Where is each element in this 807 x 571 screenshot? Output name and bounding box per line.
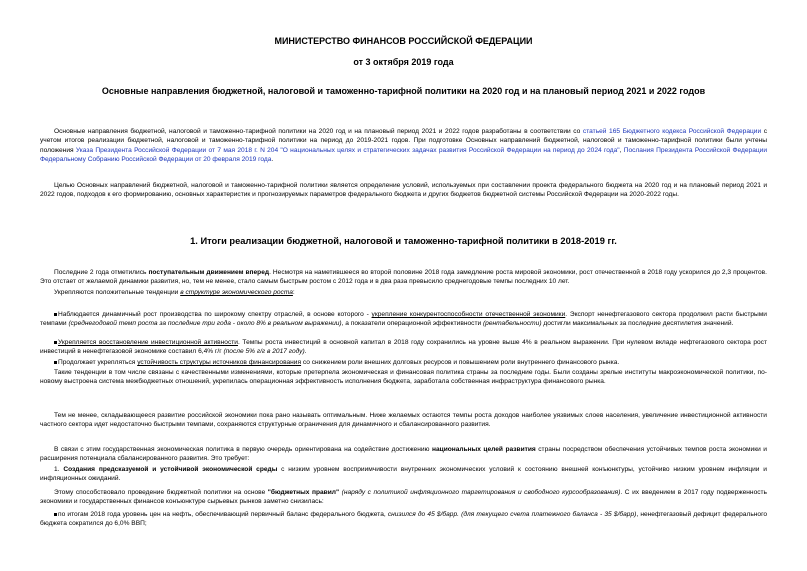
bullet-dot-icon (54, 513, 57, 516)
b2-text-d: . (304, 348, 307, 356)
intro-paragraph (40, 127, 767, 164)
bullet-financing-structure (40, 358, 767, 367)
bullet-dot-icon (54, 313, 57, 316)
b2-text-b: . Темпы роста инвестиций в основной капитал в 2018 году сохранились на уровне выше 4% в реальном выражении. При нулевом вкладе нефтегазового сектора рост инвестиций в ненефтегазовой экономике составил 6,4% г/г (40, 339, 767, 356)
b1-text-c: . Экспорт ненефтегазового сектора продолжил расти быстрыми темпами (40, 311, 767, 328)
bullet-dot-icon (54, 361, 57, 364)
b2-underline: Укрепляется восстановление инвестиционной активности (58, 339, 238, 346)
budget-code-link[interactable]: статьей 165 Бюджетного кодекса Российской Федерации (582, 128, 762, 135)
section-1-heading: 1. Итоги реализации бюджетной, налоговой и таможенно-тарифной политики в 2018-2019 гг. (190, 236, 617, 246)
intro-text-c: , (619, 146, 624, 154)
section1-paragraph-4: Тем не менее, складывающееся развитие российской экономики пока рано называть оптимальным. Ниже желаемых остаются темпы роста доходов наиболее уязвимых слоев населения, увеличение инвестиционной активности частного сектора идет недостаточно быстрыми темпами, сохраняются структурные ограничения для динамичного и сбалансированного развития. (40, 412, 767, 429)
section1-paragraph-1 (40, 268, 767, 287)
document-date: от 3 октября 2019 года (353, 57, 454, 67)
section1-paragraph-6 (40, 465, 767, 484)
p5-text-a: В связи с этим государственная экономическая политика в первую очередь ориентирована на содействие достижению (54, 446, 432, 453)
b1-underline: укрепление конкурентоспособности отечественной экономики (371, 311, 566, 318)
bullet-oil-price-balance (40, 510, 767, 529)
p2-text-a: Укрепляются положительные тенденции (54, 289, 181, 296)
intro-text-b: с учетом итогов реализации бюджетной, налоговой и таможенно-тарифной политики на период до 2019-2021 годов. При подготовке Основных направлений бюджетной, налоговой и таможенно-тарифной политики были учтены положения (40, 128, 767, 154)
p5-text-c: страны посредством обеспечения устойчивых темпов роста экономики и расширения потенциала сбалансированного развития. Это требует: (40, 446, 767, 463)
b2-italic: (после 5% г/г в 2017 году) (223, 348, 305, 356)
p2-emphasis: в структуре экономического роста (180, 289, 293, 296)
bullet-dot-icon (54, 341, 57, 344)
b1-text-g: достигли максимальных за последние десятилетия значений. (541, 320, 734, 328)
p6-text-c: с низким уровнем восприимчивости внутренних экономических условий к состоянию внешней конъюнктуры, устойчиво низким уровнем инфляции и инфляционных ожиданий. (40, 466, 767, 483)
p7-italic: (наряду с политикой инфляционного таргетирования и свободного курсообразования) (339, 489, 621, 496)
section1-paragraph-3: Такие тенденции в том числе связаны с качественными изменениями, которые претерпела экономическая и финансовая политика страны за последние годы. Были созданы зрелые институты макроэкономической политики, по-новому выстроена система межбюджетных отношений, укрепилась операционная эффективность исполнения бюджета, заработала собственная инфраструктура финансового рынка. (40, 369, 767, 386)
section1-paragraph-7 (40, 488, 767, 507)
p5-emphasis: национальных целей развития (431, 446, 536, 453)
b1-text-e: , а показатели операционной эффективности (341, 320, 483, 328)
p7-text-d: . С их введением в 2017 году подверженность экономики и государственных финансов конъюнктуре сырьевых рынков заметно снизилась: (40, 489, 767, 506)
p7-text-a: Этому способствовало проведение бюджетной политики на основе (54, 489, 268, 496)
p6-text-a: 1. (54, 466, 64, 473)
intro-text-d: . (271, 155, 274, 163)
section1-paragraph-5 (40, 445, 767, 464)
document-title: Основные направления бюджетной, налоговой и таможенно-тарифной политики на 2020 год и на плановый период 2021 и 2022 годов (101, 86, 706, 96)
p1-text-a: Последние 2 года отметились (54, 269, 149, 276)
p1-emphasis: поступательным движением вперед (148, 269, 270, 276)
p2-text-c: : (292, 289, 295, 296)
presidential-address-link[interactable]: Послания Президента Российской Федерации Федеральному Собранию Российской Федерации от 20 февраля 2019 года (40, 146, 767, 163)
b3-underline: устойчивость структуры источников финансирования (137, 359, 302, 366)
bullet-investment-activity (40, 338, 767, 357)
b1-text-a: Наблюдается динамичный рост производства по широкому спектру отраслей, в основе которого - (58, 311, 372, 318)
p1-text-c: . Несмотря на наметившееся во второй половине 2018 года замедление роста мировой экономики, рост отечественной в 2018 году ускорился до 2,3 процентов. Это отстает от желаемой динамики развития, но, тем не менее, стало самым быстрым ростом с 2012 года и в два раза превысило среднегодовые темпы последних 10 лет. (40, 269, 767, 286)
b1-italic: (среднегодовой темп роста за последние три года - около 8% в реальном выражении) (68, 320, 342, 328)
b4-text-a: по итогам 2018 года уровень цен на нефть, обеспечивающий первичный баланс федерального бюджета, (58, 511, 388, 518)
presidential-decree-link[interactable]: Указа Президента Российской Федерации от 7 мая 2018 г. N 204 "О национальных целях и стратегических задачах развития Российской Федерации на период до 2024 года" (75, 146, 620, 154)
section1-paragraph-2 (40, 288, 767, 297)
p7-emphasis: "бюджетных правил" (267, 489, 340, 496)
goal-paragraph: Целью Основных направлений бюджетной, налоговой и таможенно-тарифной политики является определение условий, используемых при составлении проекта федерального бюджета на 2020 год и на плановый период 2021 и 2022 годов, подходов к его формированию, основных характеристик и прогнозируемых параметров федерального бюджета и других бюджетов бюджетной системы Российской Федерации на 2020-2022 годы. (40, 182, 767, 199)
b3-text-c: со снижением роли внешних долговых ресурсов и повышением роли внутреннего финансового рынка. (301, 359, 620, 366)
ministry-title: МИНИСТЕРСТВО ФИНАНСОВ РОССИЙСКОЙ ФЕДЕРАЦИИ (274, 36, 533, 46)
intro-text-a: Основные направления бюджетной, налоговой и таможенно-тарифной политики на 2020 год и на плановый период 2021 и 2022 годов разработаны в соответствии со (54, 128, 583, 135)
bullet-production-growth (40, 310, 767, 329)
p6-emphasis: Создания предсказуемой и устойчивой экономической среды (63, 466, 278, 473)
b1-italic-2: (рентабельности) (482, 320, 542, 328)
b4-italic: снизился до 45 $/барр. (для текущего счета платежного баланса - 35 $/барр) (387, 511, 637, 518)
b4-text-c: , ненефтегазовый дефицит федерального бюджета сократился до 6,0% ВВП; (40, 511, 767, 528)
b3-text-a: Продолжает укрепляться (58, 359, 138, 366)
